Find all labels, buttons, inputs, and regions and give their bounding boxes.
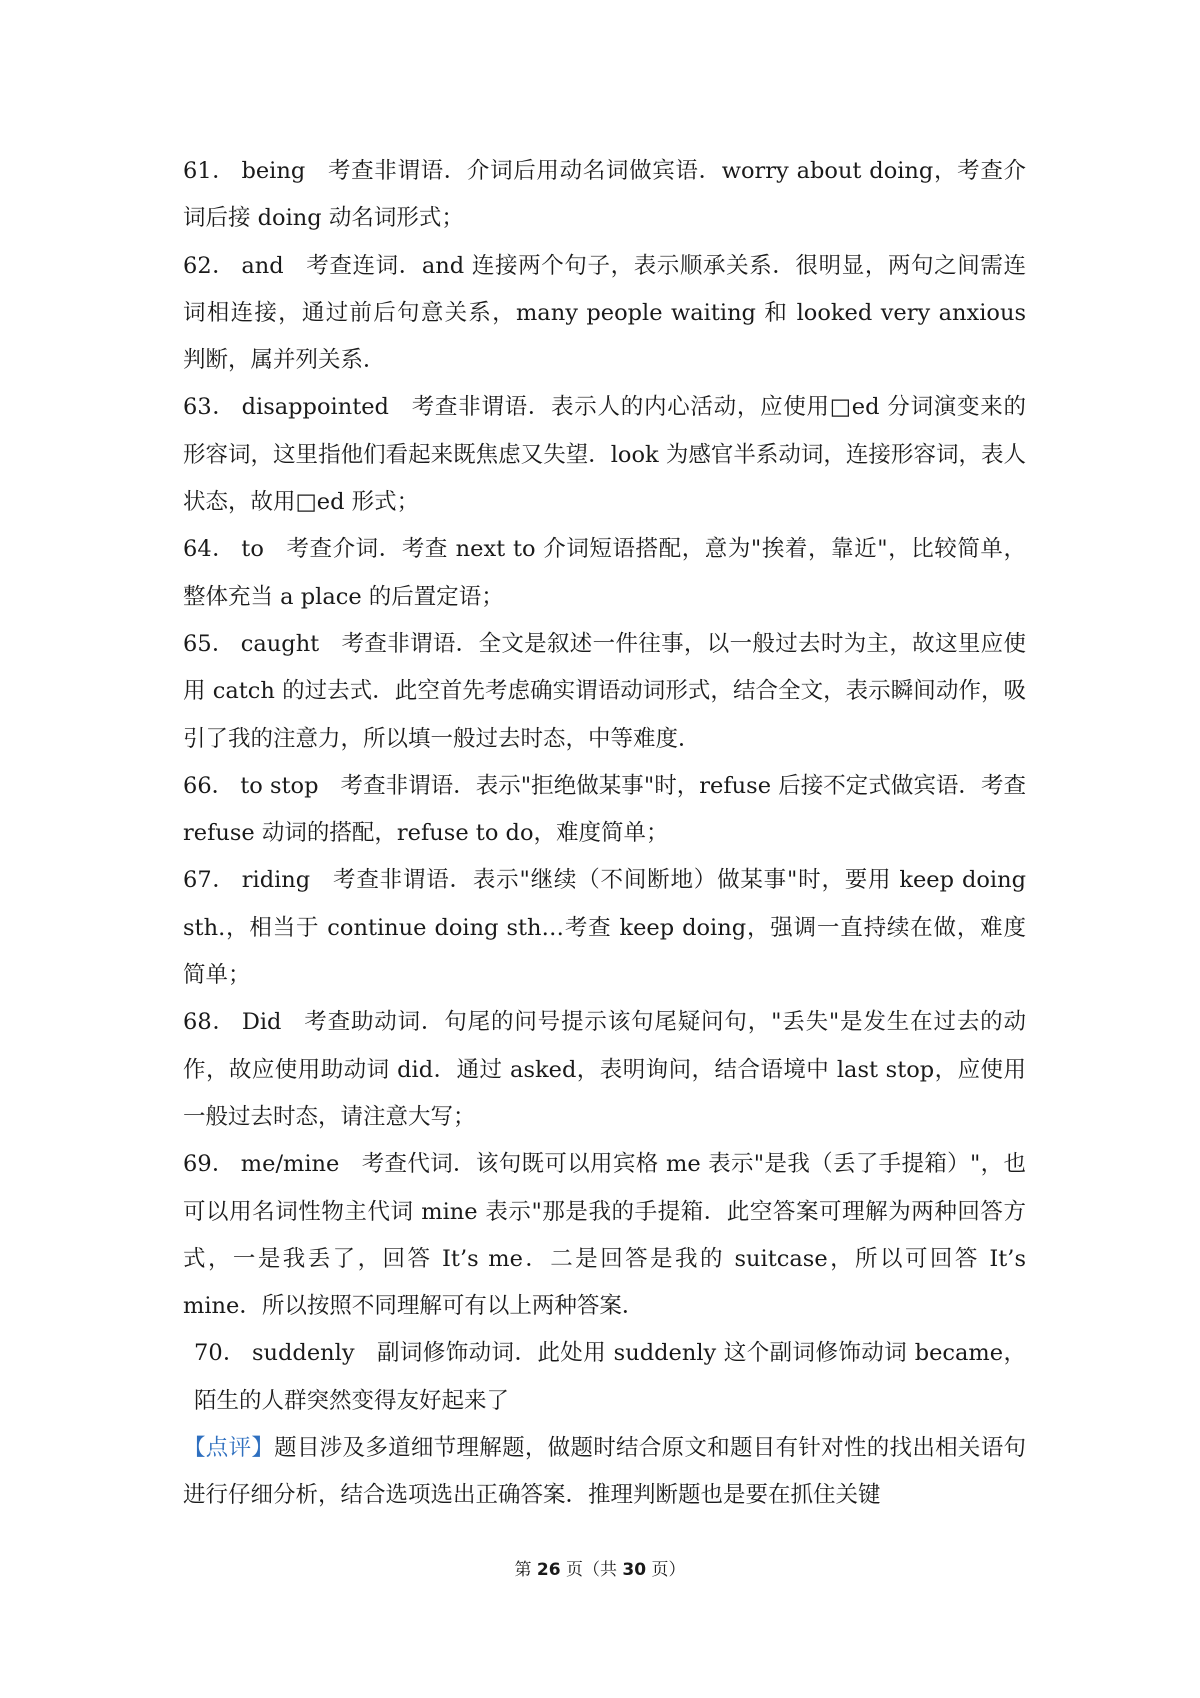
answer-64 bbox=[183, 526, 1026, 621]
answer-word: disappointed bbox=[241, 394, 389, 421]
explanation-text: 考查非谓语．介词后用动名词做宾语．worry about doing，考查介词后接 doing 动名词形式； bbox=[183, 158, 1026, 232]
footer-prefix: 第 bbox=[514, 1560, 537, 1580]
explanation-text: 考查非谓语．表示"拒绝做某事"时，refuse 后接不定式做宾语．考查 refuse 动词的搭配，refuse to do，难度简单； bbox=[183, 772, 1026, 847]
explanation-text: 考查代词．该句既可以用宾格 me 表示"是我（丢了手提箱）"，也可以用名词性物主代词 mine 表示"那是我的手提箱．此空答案可理解为两种回答方式，一是我丢了，回答 It’s me．二是回答是我的 suitcase，所以可回答 It’s mine．所以按照不同理解可有以上两种答案． bbox=[183, 1151, 1026, 1320]
answer-word: being bbox=[241, 158, 306, 184]
answer-word: to stop bbox=[240, 772, 319, 799]
question-number: 69． bbox=[183, 1151, 235, 1178]
explanation-text: 考查连词．and 连接两个句子，表示顺承关系．很明显，两句之间需连词相连接，通过前后句意关系，many people waiting 和 looked very anxious 判断，属并列关系． bbox=[183, 252, 1026, 374]
question-number: 65． bbox=[183, 630, 235, 657]
explanation-text: 考查非谓语．全文是叙述一件往事，以一般过去时为主，故这里应使用 catch 的过去式．此空首先考虑确实谓语动词形式，结合全文，表示瞬间动作，吸引了我的注意力，所以填一般过去时态，中等难度． bbox=[183, 630, 1026, 752]
answer-word: to bbox=[241, 536, 264, 563]
answer-word: and bbox=[241, 252, 284, 279]
answer-word: riding bbox=[241, 867, 311, 894]
question-number: 63． bbox=[183, 394, 236, 421]
answer-word: suddenly bbox=[251, 1340, 355, 1367]
page-footer bbox=[0, 1558, 1200, 1582]
answer-word: me/mine bbox=[240, 1151, 340, 1178]
answer-61 bbox=[183, 148, 1026, 243]
review-text: 题目涉及多道细节理解题，做题时结合原文和题目有针对性的找出相关语句进行仔细分析，结合选项选出正确答案．推理判断题也是要在抓住关键 bbox=[183, 1435, 1026, 1509]
explanation-text: 考查非谓语．表示"继续（不间断地）做某事"时，要用 keep doing sth.，相当于 continue doing sth…考查 keep doing，强调一直持续在做，难度简单； bbox=[183, 867, 1026, 989]
answer-65 bbox=[183, 621, 1026, 763]
question-number: 66． bbox=[183, 772, 235, 799]
total-pages-number: 30 bbox=[622, 1560, 647, 1580]
footer-suffix: 页） bbox=[646, 1560, 686, 1580]
question-number: 62． bbox=[183, 252, 236, 279]
answer-67 bbox=[183, 857, 1026, 999]
question-number: 68． bbox=[183, 1009, 236, 1036]
answer-68 bbox=[183, 999, 1026, 1141]
explanation-text: 考查助动词．句尾的问号提示该句尾疑问句，"丢失"是发生在过去的动作，故应使用助动词 did．通过 asked，表明询问，结合语境中 last stop，应使用一般过去时态，请注意大写； bbox=[183, 1009, 1026, 1130]
explanation-text: 考查介词．考查 next to 介词短语搭配，意为"挨着，靠近"，比较简单，整体充当 a place 的后置定语； bbox=[183, 536, 1026, 610]
review-tag: 【点评】 bbox=[183, 1435, 275, 1462]
answer-explanations bbox=[183, 148, 1026, 1520]
explanation-text: 副词修饰动词．此处用 suddenly 这个副词修饰动词 became，陌生的人群突然变得友好起来了 bbox=[194, 1340, 1026, 1414]
current-page-number: 26 bbox=[536, 1560, 561, 1580]
answer-69 bbox=[183, 1141, 1026, 1330]
answer-62 bbox=[183, 243, 1026, 385]
answer-70 bbox=[183, 1330, 1026, 1425]
answer-word: Did bbox=[241, 1009, 282, 1036]
answer-66 bbox=[183, 763, 1026, 858]
question-number: 61． bbox=[183, 158, 236, 184]
explanation-text: 考查非谓语．表示人的内心活动，应使用□ed 分词演变来的形容词，这里指他们看起来既焦虑又失望．look 为感官半系动词，连接形容词，表人状态，故用□ed 形式； bbox=[183, 394, 1026, 516]
footer-middle: 页（共 bbox=[560, 1560, 623, 1580]
review-paragraph bbox=[183, 1425, 1026, 1520]
question-number: 70． bbox=[194, 1340, 246, 1367]
question-number: 67． bbox=[183, 867, 236, 894]
question-number: 64． bbox=[183, 536, 236, 563]
answer-word: caught bbox=[240, 630, 320, 657]
answer-63 bbox=[183, 384, 1026, 526]
